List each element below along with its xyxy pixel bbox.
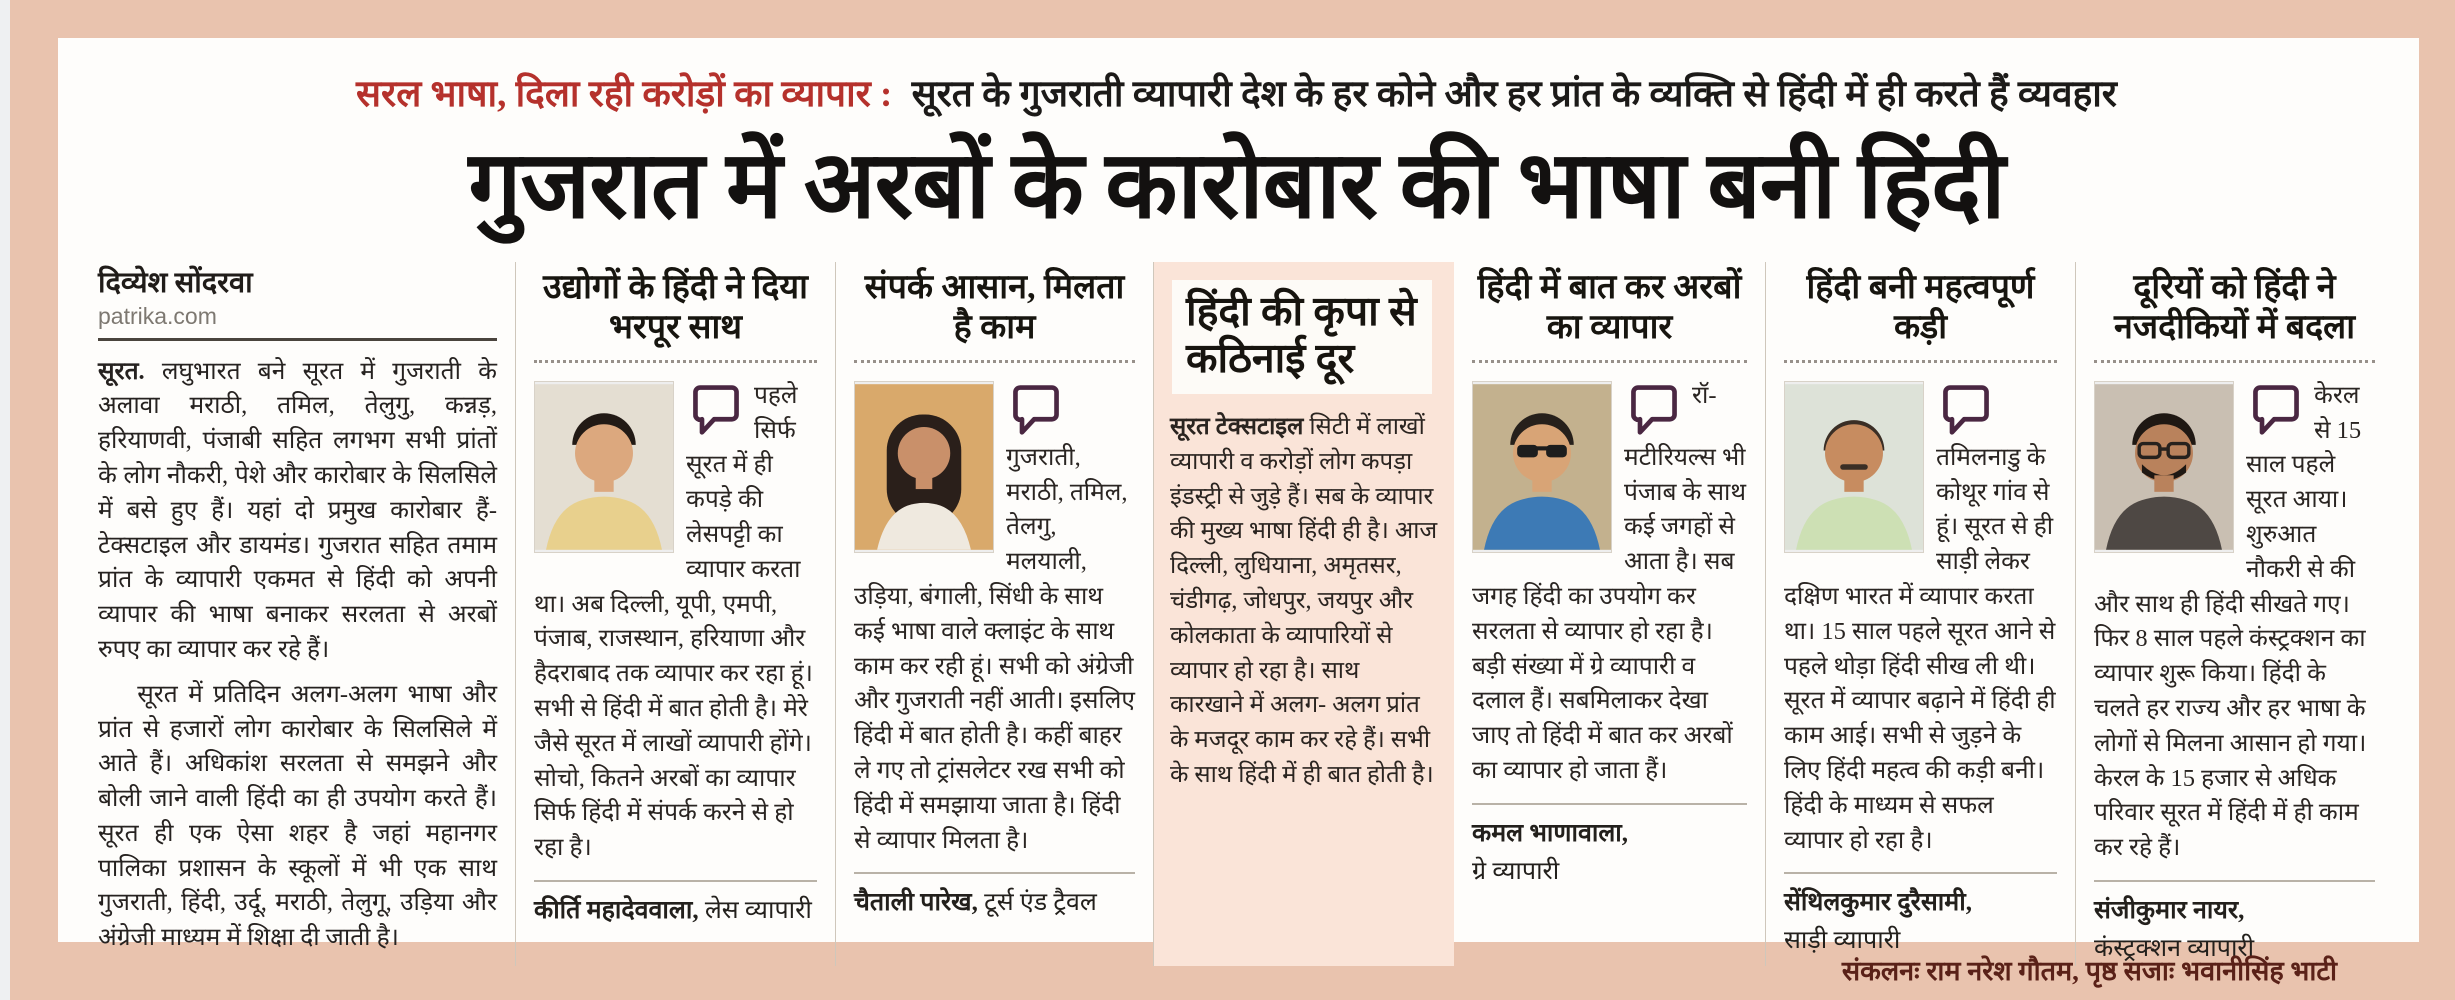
trader-photo <box>1784 381 1924 553</box>
article-columns <box>80 262 2393 966</box>
card-body <box>534 379 817 866</box>
quote-card-tours-travel <box>836 262 1154 966</box>
card-body <box>2094 379 2375 866</box>
trader-photo <box>1472 381 1612 553</box>
quote-card-saree-trader <box>1766 262 2076 966</box>
highlight-text: सिटी में लाखों व्यापारी व करोड़ों लोग कपड़ा इंडस्ट्री से जुड़े हैं। सब के व्यापार की मुख्य भाषा हिंदी ही है। आज दिल्ली, लुधियाना, अमृतसर, चंडीगढ़, जोधपुर, जयपुर और कोलकाता के व्यापारियों से व्यापार हो रहा है। साथ कारखाने में अलग- अलग प्रांत के मजदूर काम कर रहे हैं। सभी के साथ हिंदी में ही बात होती है। <box>1170 413 1438 788</box>
quote-icon <box>688 381 744 437</box>
byline: दिव्येश सोंदरवा <box>98 266 253 299</box>
male-portrait-glasses-icon <box>2095 382 2233 552</box>
lead-paragraph-1 <box>98 355 497 668</box>
quote-card-construction-trader <box>2076 262 2393 966</box>
card-body <box>1784 379 2057 858</box>
quote-text: पहले सिर्फ सूरत में ही कपड़े की लेसपट्टी का व्यापार करता था। अब दिल्ली, यूपी, एमपी, पंजाब, राजस्थान, हरियाणा और हैदराबाद तक व्यापार कर रहा हूं। सभी से हिंदी में बात होती है। मेरे जैसे सूरत में लाखों व्यापारी होंगे। सोचो, कितने अरबों का व्यापार सिर्फ हिंदी में संपर्क करने से हो रहा है। <box>534 381 813 862</box>
quote-card-lace-trader <box>516 262 836 966</box>
lead-paragraph-1-text: लघुभारत बने सूरत में गुजराती के अलावा मराठी, तमिल, तेलुगु, कन्नड़, हरियाणवी, पंजाबी सहित लगभग सभी प्रांतों के लोग नौकरी, पेशे और कारोबार के सिलसिले में बसे हुए हैं। यहां दो प्रमुख कारोबार हैं- टेक्सटाइल और डायमंड। गुजरात सहित तमाम प्रांत के व्यापारी एकमत से हिंदी को अपनी व्यापार की भाषा बनाकर सरलता से अरबों रुपए का व्यापार कर रहे हैं। <box>98 357 497 663</box>
quote-icon <box>1938 381 1994 437</box>
quote-icon <box>1008 381 1064 437</box>
trader-photo <box>534 381 674 553</box>
person-role: साड़ी व्यापारी <box>1784 927 1901 955</box>
male-portrait-icon <box>1785 382 1923 552</box>
person-role: कंस्ट्रक्शन व्यापारी <box>2094 934 2255 962</box>
person-role: ग्रे व्यापारी <box>1472 857 1560 885</box>
strapline-text: सूरत के गुजराती व्यापारी देश के हर कोने और हर प्रांत के व्यक्ति से हिंदी में ही करते हैं व्यवहार <box>911 74 2117 115</box>
trader-photo <box>854 381 994 553</box>
highlight-heading-card <box>1172 280 1432 394</box>
quote-icon <box>1626 381 1682 437</box>
quote-text: रॉ-मटीरियल्स भी पंजाब के साथ कई जगहों से आता है। सब जगह हिंदी का उपयोग कर सरलता से व्यापार हो रहा है। बड़ी संख्या में ग्रे व्यापारी व दलाल हैं। सबमिलाकर देखा जाए तो हिंदी में बात कर अरबों का व्यापार हो जाता हैं। <box>1472 381 1747 784</box>
female-portrait-icon <box>855 382 993 552</box>
person-role: लेस व्यापारी <box>704 896 812 924</box>
strapline-kicker: सरल भाषा, दिला रही करोड़ों का व्यापार : <box>356 74 893 115</box>
quote-text: तमिलनाडु के कोथूर गांव से हूं। सूरत से ही साड़ी लेकर दक्षिण भारत में व्यापार करता था। 15 साल पहले सूरत आने से पहले थोड़ा हिंदी सीख ली थी। सूरत में व्यापार बढ़ाने में हिंदी ही काम आई। सभी से जुड़ने के लिए हिंदी महत्व की कड़ी बनी। हिंदी के माध्यम से सफल व्यापार हो रहा है। <box>1784 443 2056 854</box>
strapline <box>80 66 2393 117</box>
card-body <box>854 379 1135 858</box>
byline-divider <box>98 338 497 341</box>
highlight-body <box>1170 410 1438 793</box>
lead-paragraph-2: सूरत में प्रतिदिन अलग-अलग भाषा और प्रांत से हजारों लोग कारोबार के सिलसिले में आते हैं। अधिकांश सरलता से समझने और बोली जाने वाली हिंदी का ही उपयोग करते हैं। सूरत ही एक ऐसा शहर है जहां महानगर पालिका प्रशासन के स्कूलों में भी एक साथ गुजराती, हिंदी, उर्दू, मराठी, तेलुगू, उड़िया और अंग्रेजी माध्यम में शिक्षा दी जाती है। <box>98 680 497 952</box>
quote-card-grey-trader <box>1454 262 1766 966</box>
attribution <box>1784 872 2057 956</box>
attribution <box>1472 803 1747 887</box>
credits-line: संकलनः राम नरेश गौतम, पृष्ठ सजाः भवानीसिंह भाटी <box>1841 956 2337 986</box>
person-name: कीर्ति महादेववाला, <box>534 896 699 924</box>
card-heading: दूरियों को हिंदी ने नजदीकियों में बदला <box>2094 268 2375 363</box>
highlight-heading: हिंदी की कृपा से कठिनाई दूर <box>1186 287 1417 381</box>
quote-text: गुजराती, मराठी, तमिल, तेलगु, मलयाली, उड़िया, बंगाली, सिंधी के साथ कई भाषा वाले क्लाइंट के साथ काम कर रही हूं। सभी को अंग्रेजी और गुजराती नहीं आती। इसलिए हिंदी में बात होती है। कहीं बाहर ले गए तो ट्रांसलेटर रख सभी को हिंदी में समझाया जाता है। हिंदी से व्यापार मिलता है। <box>854 443 1135 854</box>
main-headline: गुजरात में अरबों के कारोबार की भाषा बनी हिंदी <box>468 134 2005 238</box>
card-heading: उद्योगों के हिंदी ने दिया भरपूर साथ <box>534 268 817 363</box>
person-role: टूर्स एंड ट्रैवल <box>984 889 1097 917</box>
dateline: सूरत. <box>98 357 145 385</box>
person-name: सेंथिलकुमार दुरैसामी, <box>1784 889 1972 917</box>
male-portrait-icon <box>535 382 673 552</box>
person-name: चैताली पारेख, <box>854 889 978 917</box>
attribution <box>534 880 817 926</box>
card-heading: हिंदी में बात कर अरबों का व्यापार <box>1472 268 1747 363</box>
quote-text: केरल से 15 साल पहले सूरत आया। शुरुआत नौकरी से की और साथ ही हिंदी सीखते गए। फिर 8 साल पहले कंस्ट्रक्शन का व्यापार शुरू किया। हिंदी के चलते हर राज्य और हर भाषा के लोगों से मिलना आसान हो गया। केरल के 15 हजार से अधिक परिवार सूरत में हिंदी में ही काम कर रहे हैं। <box>2094 381 2367 862</box>
attribution <box>854 872 1135 918</box>
newspaper-page <box>58 38 2419 962</box>
highlight-lead: सूरत टेक्सटाइल <box>1170 413 1304 440</box>
card-heading: संपर्क आसान, मिलता है काम <box>854 268 1135 363</box>
person-name: संजीकुमार नायर, <box>2094 896 2245 924</box>
card-heading: हिंदी बनी महत्वपूर्ण कड़ी <box>1784 268 2057 363</box>
lead-article <box>80 262 516 966</box>
highlight-box <box>1154 262 1454 966</box>
trader-photo <box>2094 381 2234 553</box>
quote-icon <box>2248 381 2304 437</box>
male-portrait-sunglasses-icon <box>1473 382 1611 552</box>
source-credit: patrika.com <box>98 302 217 329</box>
person-name: कमल भाणावाला, <box>1472 819 1629 847</box>
card-body <box>1472 379 1747 789</box>
